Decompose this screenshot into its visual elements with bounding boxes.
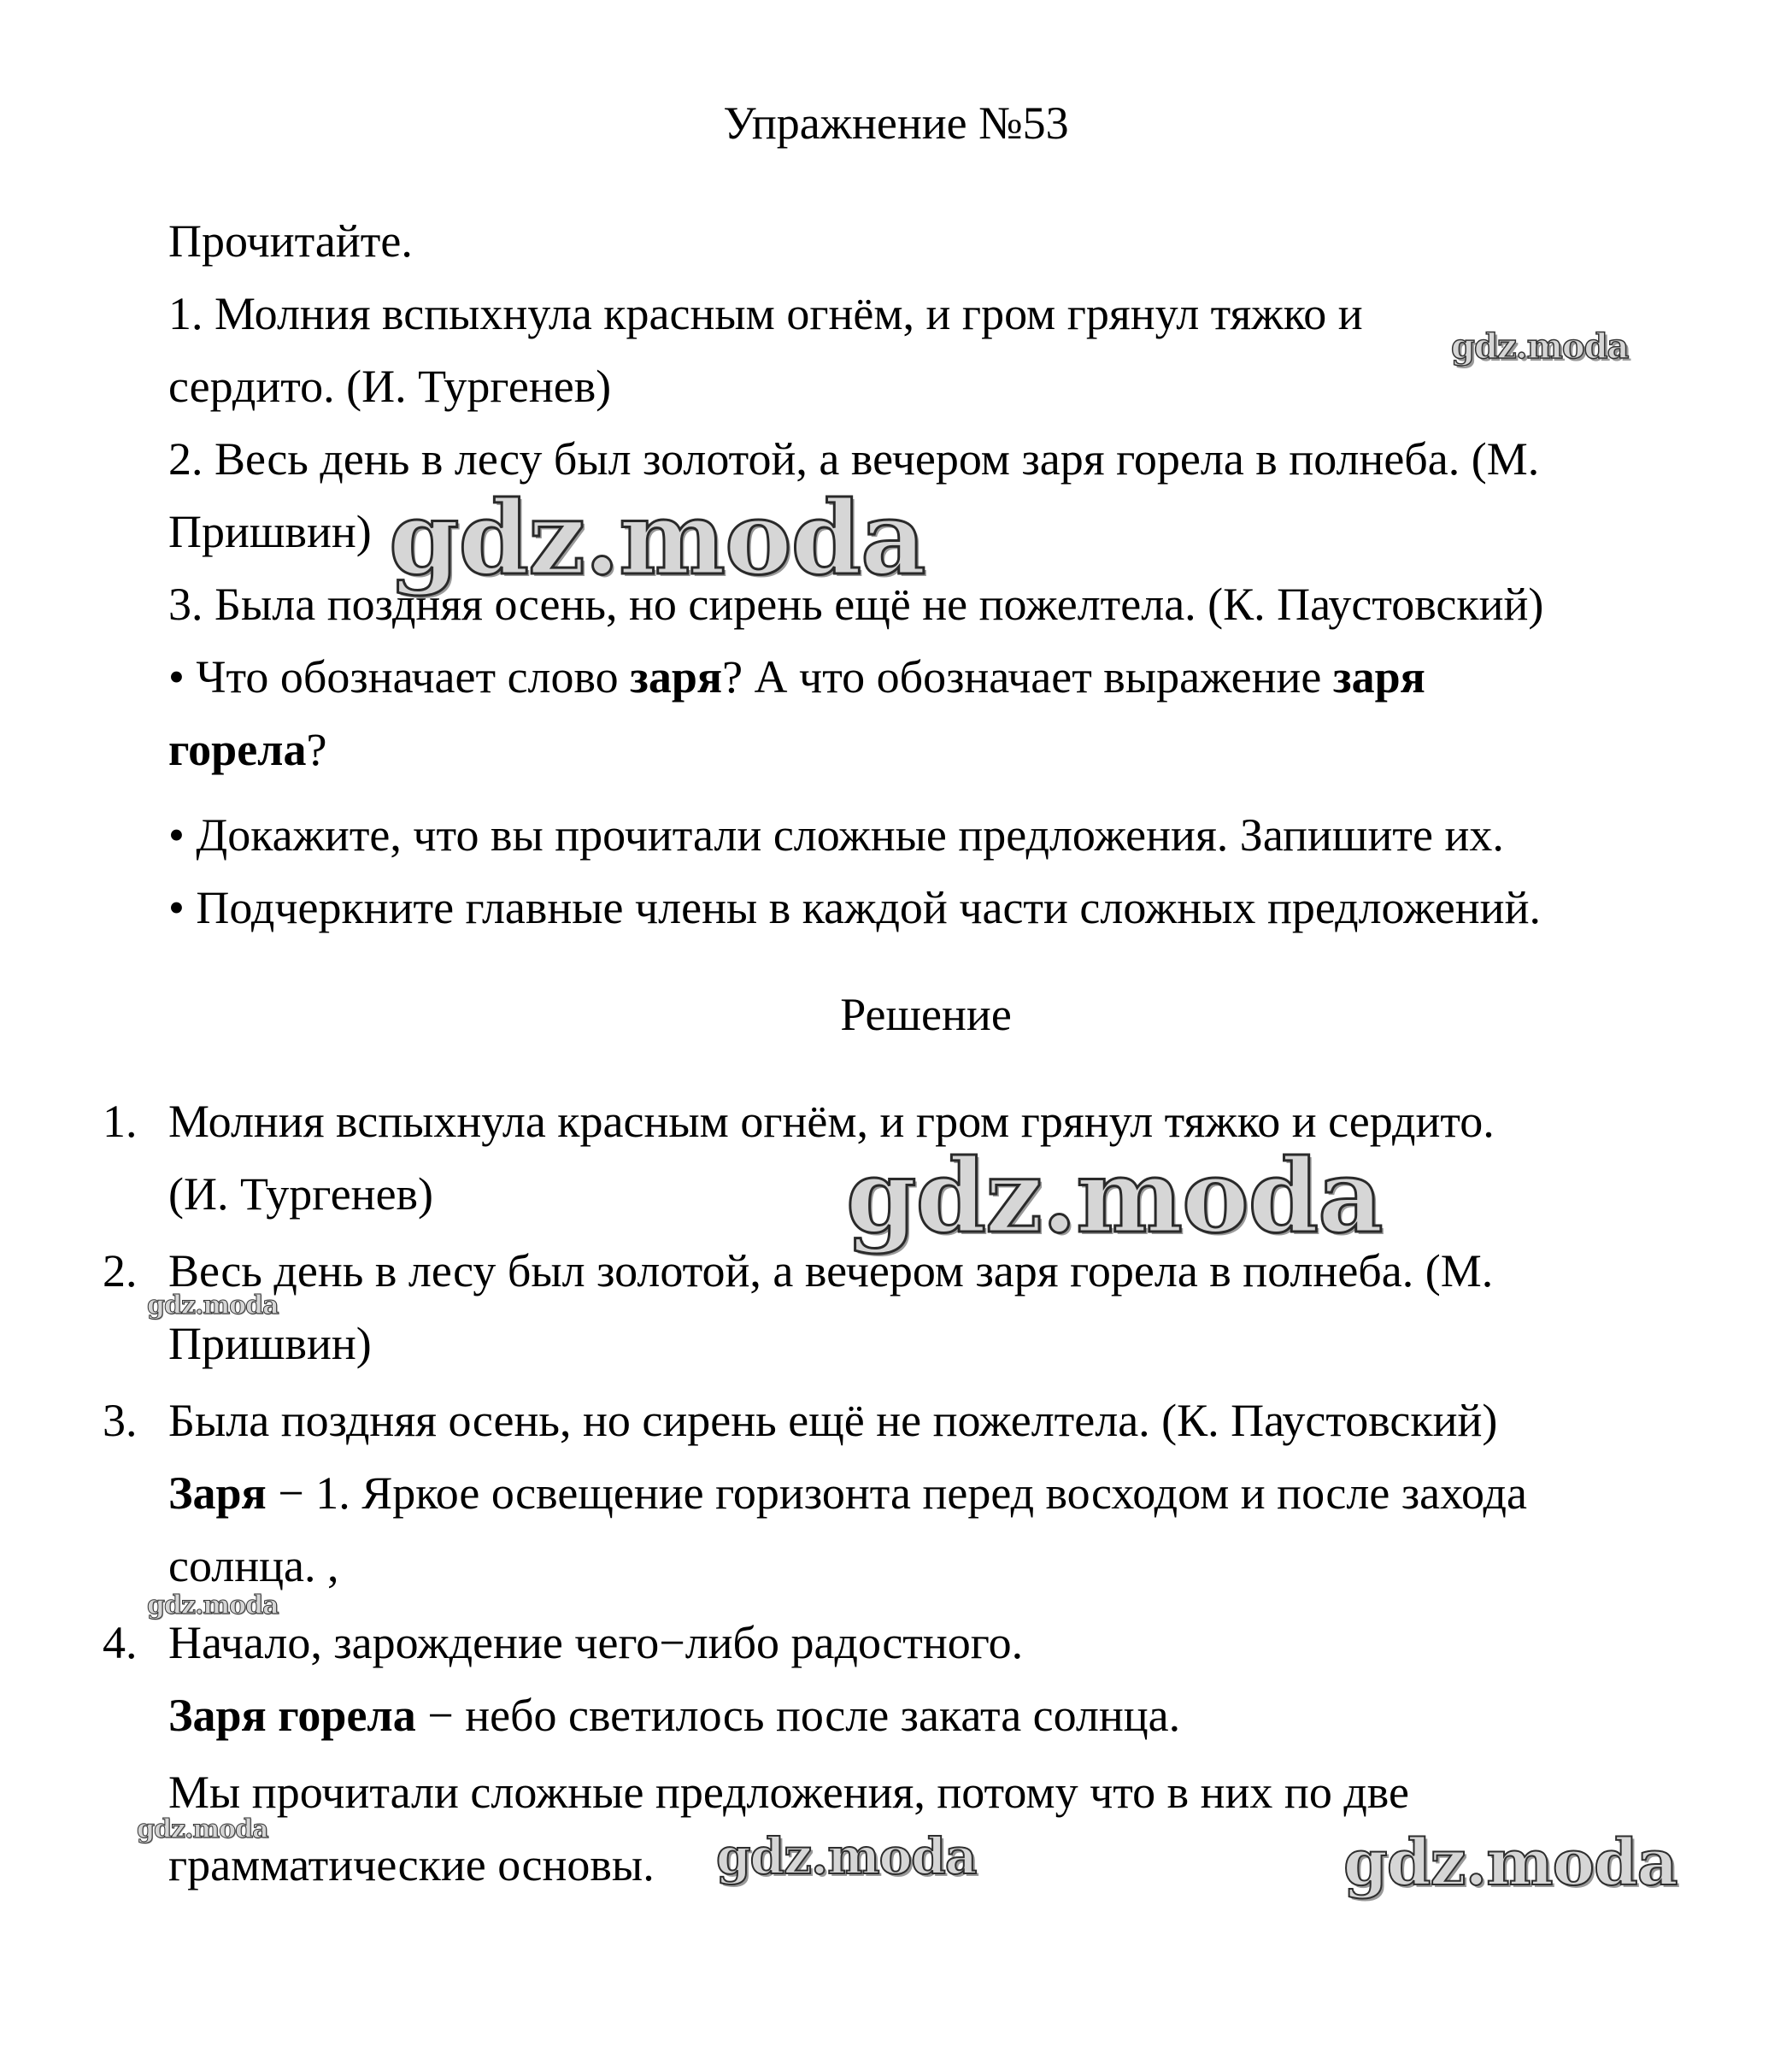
page-title: Упражнение №53 [723, 97, 1069, 149]
watermark-logo: gdz.moda [147, 1291, 279, 1320]
watermark-logo: gdz.moda [1451, 326, 1629, 367]
conclusion-line-1: Мы прочитали сложные предложения, потому что в них по две [168, 1767, 1409, 1818]
solution-number-3: 3. [103, 1395, 138, 1446]
watermark-logo: gdz.moda [716, 1827, 977, 1885]
solution-number-2: 2. [103, 1245, 138, 1296]
watermark-logo: gdz.moda [147, 1590, 279, 1620]
task-sentence-2-line-2: Пришвин) [168, 506, 372, 557]
task-question-1-line-1 [168, 650, 1425, 704]
task-question-3: • Подчеркните главные члены в каждой части сложных предложений. [168, 882, 1541, 933]
solution-number-1: 1. [103, 1096, 138, 1147]
q1-bold-word-3: горела [168, 724, 307, 775]
solution-4: Начало, зарождение чего−либо радостного. [168, 1617, 1024, 1668]
task-sentence-3: 3. Была поздняя осень, но сирень ещё не пожелтела. (К. Паустовский) [168, 579, 1544, 630]
watermark-logo: gdz.moda [1343, 1826, 1677, 1900]
q1-text-1: • Что обозначает слово [168, 651, 631, 703]
solution-2-line-2: Пришвин) [168, 1318, 372, 1369]
expression-text: − небо светилось после заката солнца. [415, 1690, 1181, 1741]
watermark-logo: gdz.moda [389, 479, 925, 597]
task-sentence-1-line-2: сердито. (И. Тургенев) [168, 361, 612, 412]
solution-1-line-2: (И. Тургенев) [168, 1168, 434, 1220]
q1-end: ? [306, 724, 327, 775]
definition-text: − 1. Яркое освещение горизонта перед восходом и после захода [266, 1467, 1527, 1519]
q1-bold-word-2: заря [1332, 651, 1425, 703]
definition-line-2: солнца. , [168, 1540, 339, 1591]
definition-line-1 [168, 1466, 1527, 1520]
conclusion-line-2: грамматические основы. [168, 1839, 655, 1890]
q1-text-2: ? А что обозначает выражение [722, 651, 1333, 703]
solution-1-line-1: Молния вспыхнула красным огнём, и гром грянул тяжко и сердито. [168, 1096, 1495, 1147]
task-intro: Прочитайте. [168, 215, 413, 267]
solution-3: Была поздняя осень, но сирень ещё не пожелтела. (К. Паустовский) [168, 1395, 1498, 1446]
definition-term: Заря [168, 1467, 267, 1519]
expression-term: Заря горела [168, 1690, 416, 1741]
task-question-2: • Докажите, что вы прочитали сложные предложения. Запишите их. [168, 809, 1504, 861]
q1-bold-word-1: заря [630, 651, 723, 703]
task-sentence-2-line-1: 2. Весь день в лесу был золотой, а вечером заря горела в полнеба. (М. [168, 433, 1540, 485]
expression-line [168, 1688, 1180, 1743]
task-question-1-line-2 [168, 722, 326, 777]
watermark-logo: gdz.moda [137, 1814, 268, 1844]
solution-number-4: 4. [103, 1617, 138, 1668]
solution-2-line-1: Весь день в лесу был золотой, а вечером заря горела в полнеба. (М. [168, 1245, 1494, 1296]
task-sentence-1-line-1: 1. Молния вспыхнула красным огнём, и гром грянул тяжко и [168, 288, 1363, 339]
watermark-logo: gdz.moda [846, 1137, 1383, 1255]
solution-heading: Решение [840, 989, 1012, 1040]
